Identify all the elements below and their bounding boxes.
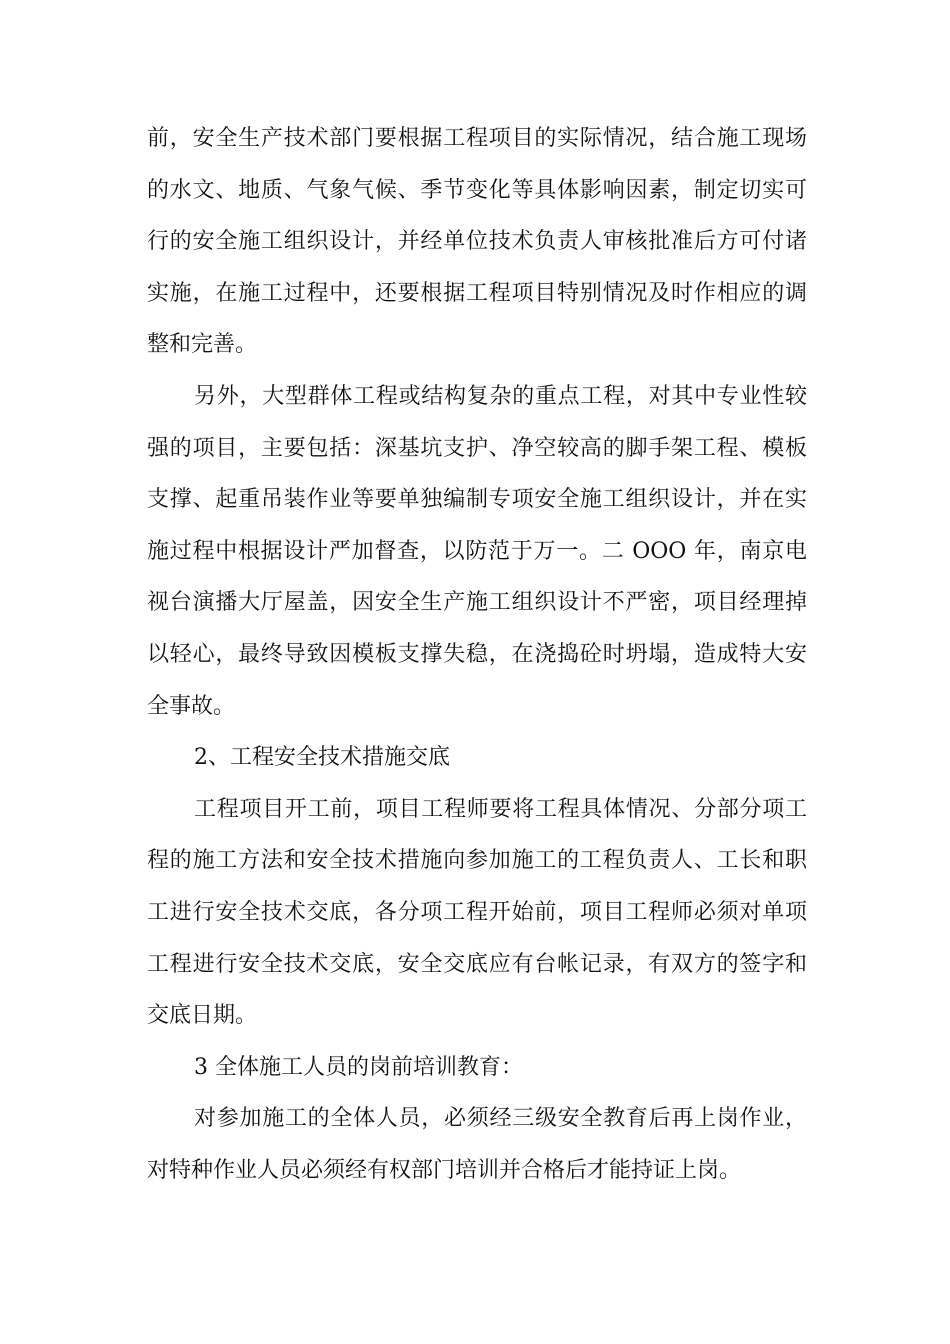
paragraph [147, 1093, 807, 1196]
text-line: 工进行安全技术交底，各分项工程开始前，项目工程师必须对单项 [147, 899, 807, 925]
text-line: 另外，大型群体工程或结构复杂的重点工程，对其中专业性较 [194, 383, 807, 409]
heading-text: 3 全体施工人员的岗前培训教育： [194, 1054, 523, 1080]
text-line: 对特种作业人员必须经有权部门培训并合格后才能持证上岗。 [147, 1157, 742, 1183]
text-line: 以轻心，最终导致因模板支撑失稳，在浇捣砼时坍塌，造成特大安 [147, 641, 807, 667]
text-line: 整和完善。 [147, 332, 258, 358]
text-line: 工程项目开工前，项目工程师要将工程具体情况、分部分项工 [194, 796, 807, 822]
text-line: 对参加施工的全体人员，必须经三级安全教育后再上岗作业， [194, 1106, 807, 1132]
section-heading [147, 732, 807, 784]
text-line: 施过程中根据设计严加督查，以防范于万一。二 OOO 年，南京电 [147, 538, 807, 564]
text-line: 工程进行安全技术交底，安全交底应有台帐记录，有双方的签字和 [147, 951, 807, 977]
text-line: 的水文、地质、气象气候、季节变化等具体影响因素，制定切实可 [147, 177, 807, 203]
text-line: 强的项目，主要包括：深基坑支护、净空较高的脚手架工程、模板 [147, 435, 807, 461]
text-line: 交底日期。 [147, 1003, 258, 1029]
paragraph [147, 113, 807, 371]
text-line: 行的安全施工组织设计，并经单位技术负责人审核批准后方可付诸 [147, 229, 807, 255]
text-line: 程的施工方法和安全技术措施向参加施工的工程负责人、工长和职 [147, 848, 807, 874]
text-line: 视台演播大厅屋盖，因安全生产施工组织设计不严密，项目经理掉 [147, 590, 807, 616]
paragraph [147, 371, 807, 732]
text-line: 全事故。 [147, 693, 236, 719]
paragraph [147, 784, 807, 1042]
section-heading [147, 1042, 807, 1094]
text-line: 支撑、起重吊装作业等要单独编制专项安全施工组织设计，并在实 [147, 487, 807, 513]
text-line: 前，安全生产技术部门要根据工程项目的实际情况，结合施工现场 [147, 126, 807, 151]
heading-text: 2、工程安全技术措施交底 [194, 745, 450, 771]
document-body [147, 113, 807, 1196]
text-line: 实施，在施工过程中，还要根据工程项目特别情况及时作相应的调 [147, 280, 807, 306]
